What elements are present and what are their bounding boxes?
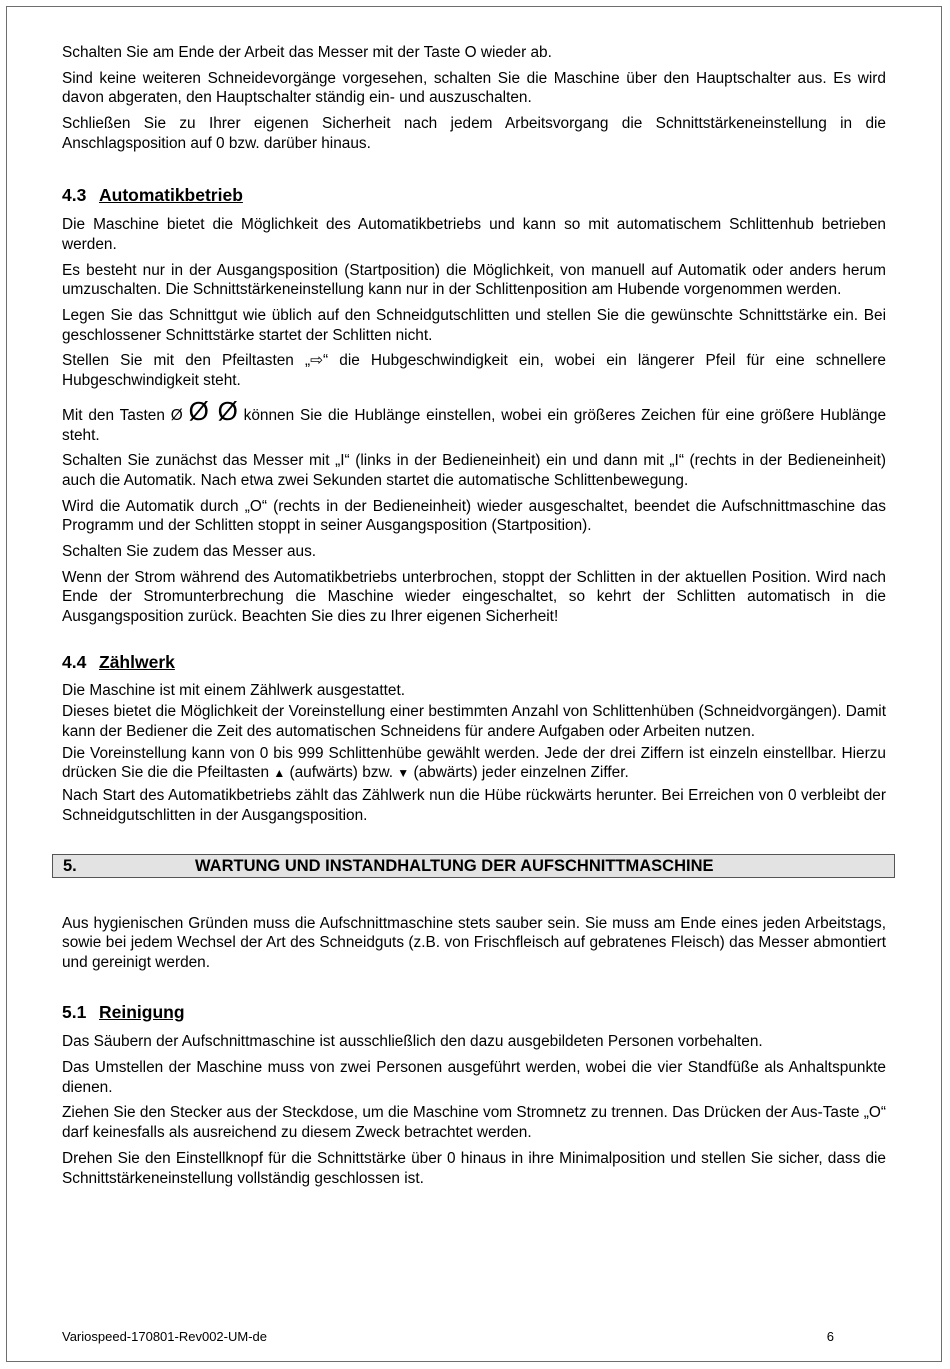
paragraph-stroke-length (62, 395, 887, 445)
page-content (62, 43, 886, 1194)
arrow-up-icon: ▲ (273, 766, 286, 781)
chapter-number: 5. (63, 856, 77, 875)
paragraph: Wenn der Strom während des Automatikbetriebs unterbrochen, stoppt der Schlitten in der aktuellen Position. Wird nach Ende der Stromunterbrechung die Maschine wieder eingeschaltet, so kehrt der Schlitten automatisch in die Ausgangsposition zurück. Beachten Sie dies zu Ihrer eigenen Sicherheit! (62, 568, 886, 626)
section-4-3-heading (62, 186, 886, 206)
section-number: 4.3 (62, 184, 87, 205)
text-fragment: Die Voreinstellung kann von 0 bis 999 Schlittenhübe gewählt werden. Jede der drei Ziffern ist einzeln einstellbar. Hierzu drücken Sie die die Pfeiltasten (62, 744, 886, 782)
paragraph: Aus hygienischen Gründen muss die Aufschnittmaschine stets sauber sein. Sie muss am Ende eines jeden Arbeitstags, sowie bei jedem Wechsel der Art des Schneidguts (z.B. von Frischfleisch auf gebratenes Fleisch) das Messer abmontiert und gereinigt werden. (62, 914, 886, 971)
section-title: Automatikbetrieb (99, 184, 243, 205)
page-number: 6 (826, 1329, 834, 1344)
paragraph: Dieses bietet die Möglichkeit der Voreinstellung einer bestimmten Anzahl von Schlittenhüben (Schneidvorgängen). Damit kann der Bediener die Zeit des automatischen Schneidens für andere Aufgaben oder Arbeiten nutzen. (62, 703, 886, 740)
page-footer (62, 1329, 834, 1344)
section-5-1-heading (62, 1003, 886, 1023)
section-number: 5.1 (62, 1001, 87, 1022)
paragraph: Wird die Automatik durch „O“ (rechts in der Bedieneinheit) wieder ausgeschaltet, beendet die Aufschnittmaschine das Programm und der Schlitten stoppt in seiner Ausgangsposition (Startposition). (62, 497, 886, 535)
chapter-5-heading-band (52, 854, 895, 878)
paragraph: Die Maschine bietet die Möglichkeit des Automatikbetriebs und kann so mit automatischem Schlittenhub betrieben werden. (62, 216, 886, 253)
arrow-down-icon: ▼ (397, 766, 410, 781)
document-id: Variospeed-170801-Rev002-UM-de (62, 1329, 267, 1344)
paragraph: Das Umstellen der Maschine muss von zwei Personen ausgeführt werden, wobei die vier Standfüße als Anhaltspunkte dienen. (62, 1059, 886, 1096)
paragraph: Es besteht nur in der Ausgangsposition (Startposition) die Möglichkeit, von manuell auf Automatik oder anders herum umzuschalten. Die Schnittstärkeneinstellung kann nur in der Schlittenposition am Hubende vorgenommen werden. (62, 261, 886, 299)
intro-paragraph-3: Schließen Sie zu Ihrer eigenen Sicherheit nach jedem Arbeitsvorgang die Schnittstärkeneinstellung in die Anschlagsposition auf 0 bzw. darüber hinaus. (62, 115, 886, 152)
text-fragment: Mit den Tasten Ø (62, 406, 183, 424)
text-fragment: können Sie die Hublänge einstellen, wobei ein größeres Zeichen für eine größere Hublänge steht. (62, 406, 887, 444)
chapter-title: WARTUNG UND INSTANDHALTUNG DER AUFSCHNITTMASCHINE (195, 856, 714, 875)
paragraph: Drehen Sie den Einstellknopf für die Schnittstärke über 0 hinaus in ihre Minimalposition und stellen Sie sicher, dass die Schnittstärkeneinstellung vollständig geschlossen ist. (62, 1149, 886, 1187)
section-4-4-heading (62, 653, 886, 673)
document-page (6, 6, 942, 1362)
paragraph-counter-setting (62, 744, 886, 784)
intro-paragraph-1: Schalten Sie am Ende der Arbeit das Messer mit der Taste O wieder ab. (62, 44, 552, 61)
intro-paragraph-2: Sind keine weiteren Schneidevorgänge vorgesehen, schalten Sie die Maschine über den Hauptschalter aus. Es wird davon abgeraten, den Hauptschalter ständig ein- und auszuschalten. (62, 69, 886, 107)
stroke-length-symbols: Ø Ø (188, 395, 238, 426)
paragraph: Das Säubern der Aufschnittmaschine ist ausschließlich den dazu ausgebildeten Personen vorbehalten. (62, 1033, 763, 1051)
paragraph: Schalten Sie zunächst das Messer mit „I“ (links in der Bedieneinheit) ein und dann mit „I“ (rechts in der Bedieneinheit) auch die Automatik. Nach etwa zwei Sekunden startet die automatische Schlittenbewegung. (62, 452, 886, 489)
text-fragment: (abwärts) jeder einzelnen Ziffer. (413, 764, 629, 782)
paragraph: Legen Sie das Schnittgut wie üblich auf den Schneidgutschlitten und stellen Sie die gewünschte Schnittstärke ein. Bei geschlossener Schnittstärke startet der Schlitten nicht. (62, 307, 886, 344)
paragraph: Nach Start des Automatikbetriebs zählt das Zählwerk nun die Hübe rückwärts herunter. Bei Erreichen von 0 verbleibt der Schneidgutschlitten in der Ausgangsposition. (62, 787, 886, 824)
text-fragment: (aufwärts) bzw. (289, 764, 393, 782)
paragraph: Ziehen Sie den Stecker aus der Steckdose, um die Maschine vom Stromnetz zu trennen. Das Drücken der Aus-Taste „O“ darf keinesfalls als ausreichend zu diesem Zweck betrachtet werden. (62, 1104, 886, 1142)
paragraph: Stellen Sie mit den Pfeiltasten „⇨“ die Hubgeschwindigkeit ein, wobei ein längerer Pfeil für eine schnellere Hubgeschwindigkeit steht. (62, 352, 886, 390)
section-title: Reinigung (99, 1001, 185, 1022)
section-number: 4.4 (62, 651, 87, 672)
section-title: Zählwerk (99, 651, 175, 672)
paragraph: Schalten Sie zudem das Messer aus. (62, 543, 317, 561)
paragraph: Die Maschine ist mit einem Zählwerk ausgestattet. (62, 681, 406, 699)
